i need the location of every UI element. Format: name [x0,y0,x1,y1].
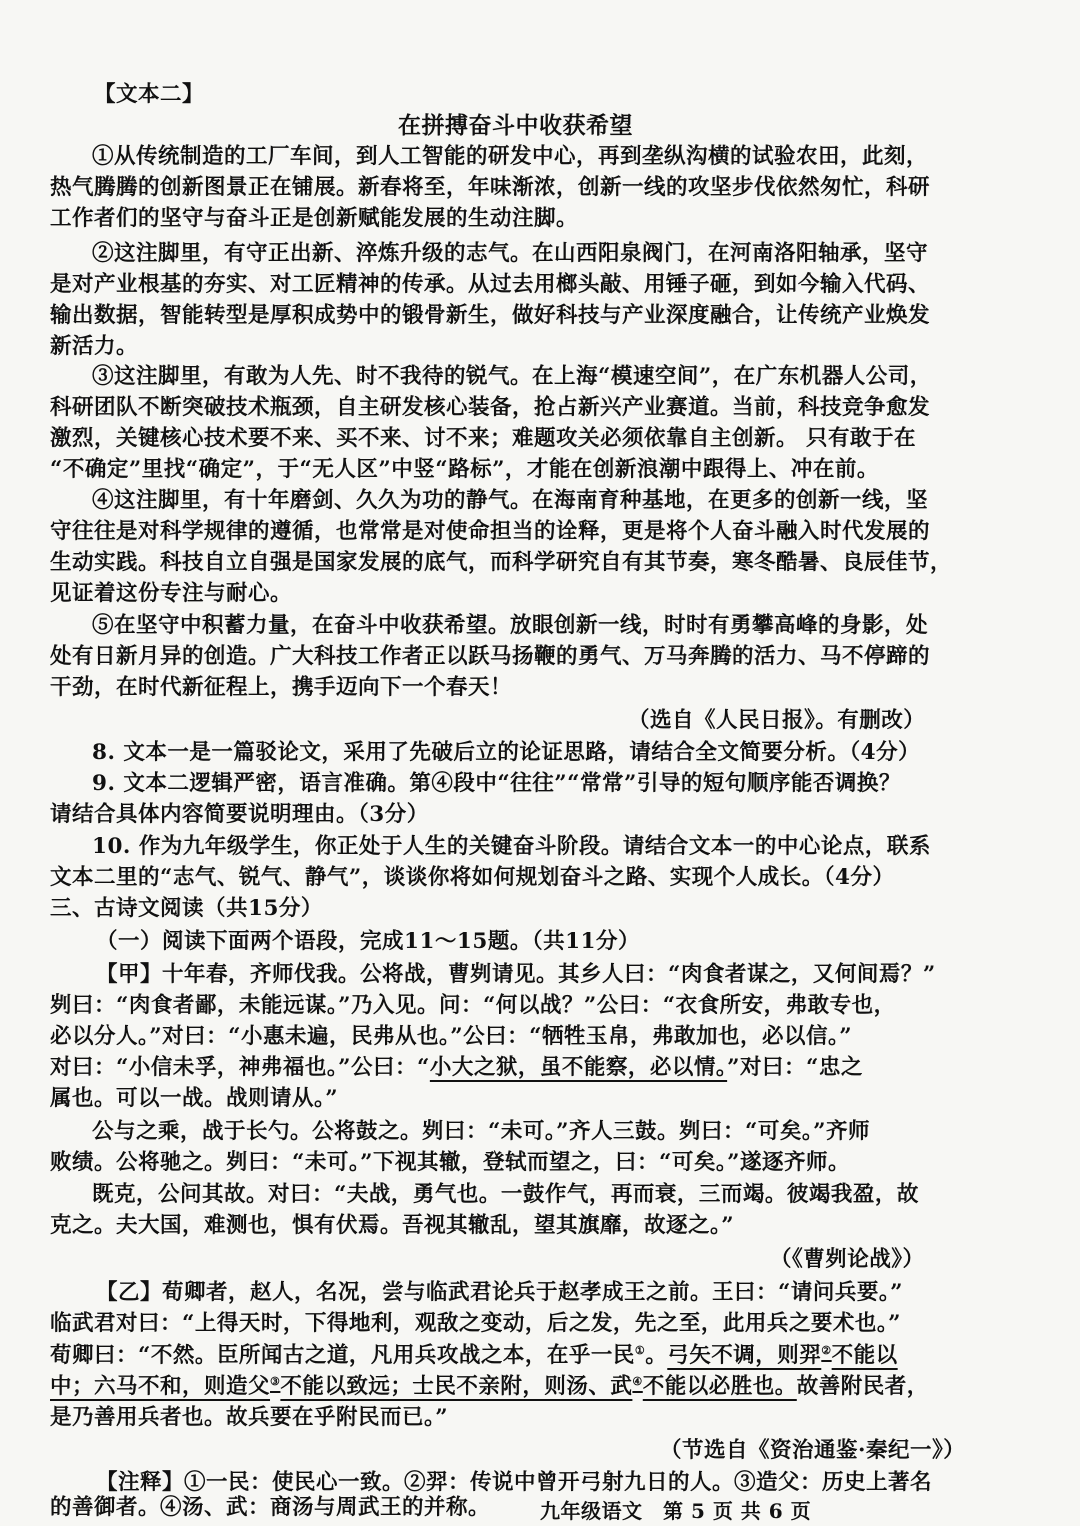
underlined-sentence: 中；六马不和，则造父 [50,1374,271,1399]
jia-line: 【甲】十年春，齐师伐我。公将战，曹刿请见。其乡人曰：“肉食者谋之，又何间焉？” [96,962,936,987]
question-8: 8. 文本一是一篇驳论文，采用了先破后立的论证思路，请结合全文简要分析。（4分） [92,740,921,765]
yi-text: 荀卿曰：“不然。臣所闻古之道，凡用兵攻战之本，在乎一民 [50,1343,635,1368]
paragraph-line: 是对产业根基的夯实、对工匠精神的传承。从过去用榔头敲、用锤子砸，到如今输入代码、 [50,272,931,297]
paragraph-line: 处有日新月异的创造。广大科技工作者正以跃马扬鞭的勇气、万马奔腾的活力、马不停蹄的 [50,644,931,669]
question-9: 9. 文本二逻辑严密，语言准确。第④段中“往往”“常常”引导的短句顺序能否调换？ [92,771,901,796]
yi-line: 【乙】荀卿者，赵人，名况，尝与临武君论兵于赵孝成王之前。王曰：“请问兵要。” [96,1280,903,1305]
note-marker: ④ [632,1374,643,1388]
yi-line [50,1372,929,1402]
paragraph-line: 守往往是对科学规律的遵循，也常常是对使命担当的诠释，更是将个人奋斗融入时代发展的 [50,519,931,544]
underlined-sentence: 不能以致远；士民不亲附，则汤、武 [280,1374,633,1399]
paragraph-line: 激烈，关键核心技术要不来、买不来、讨不来；难题攻关必须依靠自主创新。 只有敢于在 [50,426,916,451]
jia-line: 克之。夫大国，难测也，惧有伏焉。吾视其辙乱，望其旗靡，故逐之。” [50,1213,735,1238]
jia-source: （《曹刿论战》） [770,1247,925,1272]
jia-line: 属也。可以一战。战则请从。” [50,1086,339,1111]
jia-line: 败绩。公将驰之。刿曰：“未可。”下视其辙，登轼而望之，曰：“可矣。”遂逐齐师。 [50,1150,850,1175]
text2-source: （选自《人民日报》。有删改） [628,708,926,733]
note-marker: ② [821,1343,832,1357]
jia-line: 必以分人。”对曰：“小惠未遍，民弗从也。”公曰：“牺牲玉帛，弗敢加也，必以信。” [50,1024,853,1049]
paragraph-line: 热气腾腾的创新图景正在铺展。新春将至，年味渐浓，创新一线的攻坚步伐依然匆忙，科研 [50,175,931,200]
paragraph-line: ③这注脚里，有敢为人先、时不我待的锐气。在上海“模速空间”，在广东机器人公司， [92,364,932,389]
jia-text: 对曰：“小信未孚，神弗福也。”公曰：“ [50,1055,430,1080]
paragraph-line: 工作者们的坚守与奋斗正是创新赋能发展的生动注脚。 [50,206,579,231]
paragraph-line: 新活力。 [50,334,139,359]
underlined-sentence: 弓矢不调，则羿 [667,1343,822,1368]
paragraph-line: ①从传统制造的工厂车间，到人工智能的研发中心，再到垄纵沟横的试验农田，此刻， [92,144,929,169]
paragraph-line: ④这注脚里，有十年磨剑、久久为功的静气。在海南育种基地，在更多的创新一线，坚 [92,488,929,513]
question-9-cont: 请结合具体内容简要说明理由。（3分） [50,802,429,827]
underlined-sentence: 小大之狱，虽不能察，必以情。 [429,1055,728,1080]
yi-text: 。 [645,1343,668,1368]
paragraph-line: ⑤在坚守中积蓄力量，在奋斗中收获希望。放眼创新一线，时时有勇攀高峰的身影，处 [92,613,929,638]
paragraph-line: 干劲，在时代新征程上，携手迈向下一个春天！ [50,675,513,700]
yi-line: 是乃善用兵者也。故兵要在乎附民而已。” [50,1405,449,1430]
jia-line: 刿曰：“肉食者鄙，未能远谋。”乃入见。问：“何以战？”公曰：“衣食所安，弗敢专也， [50,993,896,1018]
paragraph-line: 见证着这份专注与耐心。 [50,581,293,606]
page-footer: 九年级语文 第 5 页 共 6 页 [540,1499,812,1523]
underlined-sentence: 不能以必胜也。 [642,1374,797,1399]
paragraph-line: ②这注脚里，有守正出新、淬炼升级的志气。在山西阳泉阀门，在河南洛阳轴承，坚守 [92,241,929,266]
paragraph-line: 生动实践。科技自立自强是国家发展的底气，而科学研究自有其节奏，寒冬酷暑、良辰佳节， [50,550,953,575]
jia-text: ”对曰：“忠之 [727,1055,863,1080]
note-marker: ① [634,1343,646,1357]
yi-text: 故善附民者， [796,1374,929,1399]
jia-line: 公与之乘，战于长勺。公将鼓之。刿曰：“未可。”齐人三鼓。刿曰：“可矣。”齐师 [92,1119,870,1144]
jia-line [50,1053,863,1083]
yi-line: 临武君对曰：“上得天时，下得地利，观敌之变动，后之发，先之至，此用兵之要术也。” [50,1311,901,1336]
annotation-line: 的善御者。④汤、武：商汤与周武王的并称。 [50,1495,491,1520]
subsection-heading: （一）阅读下面两个语段，完成11～15题。（共11分） [96,929,641,954]
paragraph-line: 输出数据，智能转型是厚积成势中的锻骨新生，做好科技与产业深度融合，让传统产业焕发 [50,303,931,328]
note-marker: ③ [270,1374,281,1388]
paragraph-line: 科研团队不断突破技术瓶颈，自主研发核心装备，抢占新兴产业赛道。当前，科技竞争愈发 [50,395,931,420]
yi-source: （节选自《资治通鉴·秦纪一》） [660,1438,966,1463]
article-title: 在拼搏奋斗中收获希望 [398,112,633,139]
section-heading: 三、古诗文阅读（共15分） [50,896,323,921]
underlined-sentence: 不能以 [831,1343,898,1368]
question-10: 10. 作为九年级学生，你正处于人生的关键奋斗阶段。请结合文本一的中心论点，联系 [92,834,931,859]
yi-line [50,1341,898,1371]
paragraph-line: “不确定”里找“确定”，于“无人区”中竖“路标”，才能在创新浪潮中跟得上、冲在前。 [50,457,879,482]
annotation-line: 【注释】①一民：使民心一致。②羿：传说中曾开弓射九日的人。③造父：历史上著名 [96,1470,933,1495]
text2-header: 【文本二】 [94,82,205,107]
question-10-cont: 文本二里的“志气、锐气、静气”，谈谈你将如何规划奋斗之路、实现个人成长。（4分） [50,865,895,890]
jia-line: 既克，公问其故。对曰：“夫战，勇气也。一鼓作气，再而衰，三而竭。彼竭我盈，故 [92,1182,919,1207]
